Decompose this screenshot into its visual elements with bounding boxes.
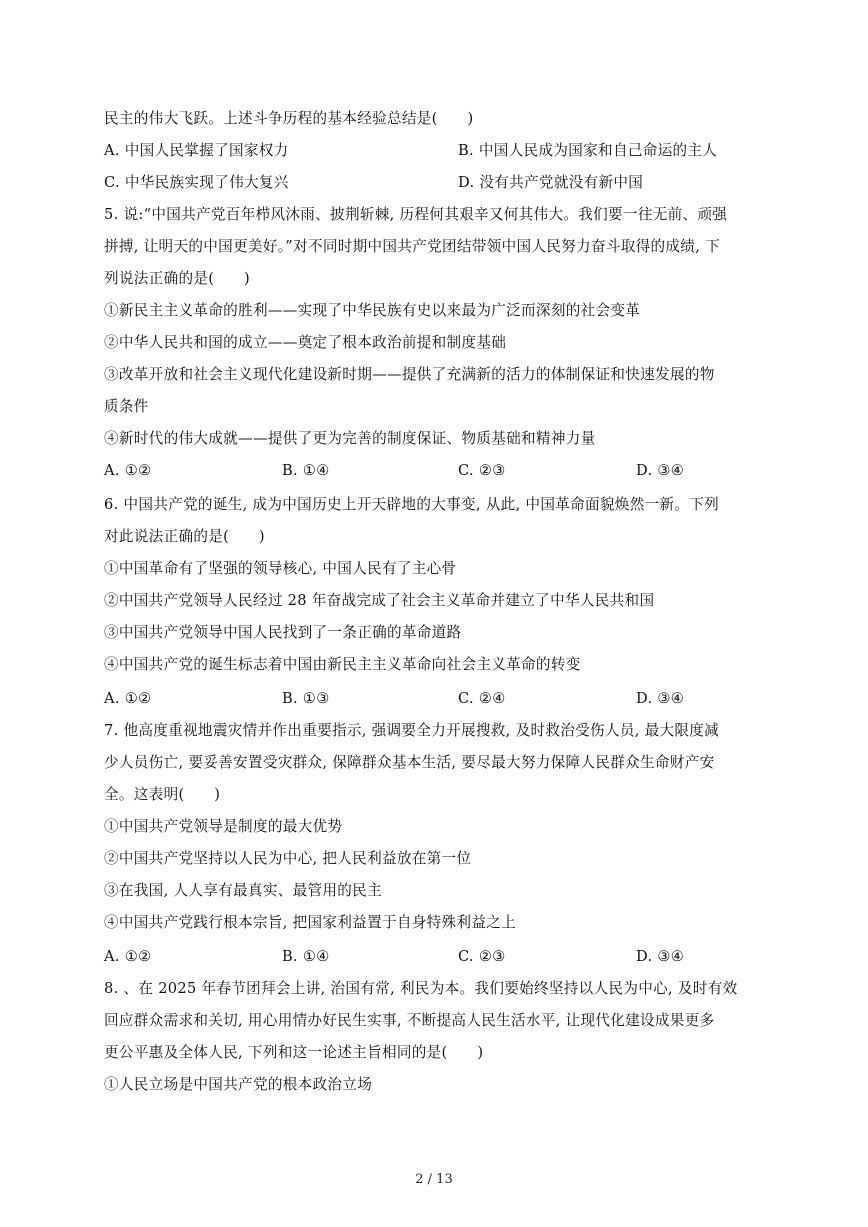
q5-option-a: A. ①② bbox=[104, 462, 152, 479]
q7-option-c: C. ②③ bbox=[458, 948, 506, 965]
q5-stem-line-3: 列说法正确的是( ) bbox=[104, 270, 251, 287]
q6-stem-line-2: 对此说法正确的是( ) bbox=[104, 528, 265, 545]
q7-option-a: A. ①② bbox=[104, 948, 152, 965]
q6-stem-line-1: 6. 中国共产党的诞生, 成为中国历史上开天辟地的大事变, 从此, 中国革命面貌焕然一新。下列 bbox=[104, 496, 720, 513]
q4-option-d: D. 没有共产党就没有新中国 bbox=[458, 174, 644, 191]
q5-statement-3: ③改革开放和社会主义现代化建设新时期——提供了充满新的活力的体制保证和快速发展的物 bbox=[104, 366, 715, 383]
q7-stem-line-3: 全。这表明( ) bbox=[104, 786, 221, 803]
q6-statement-2: ②中国共产党领导人民经过 28 年奋战完成了社会主义革命并建立了中华人民共和国 bbox=[104, 592, 655, 609]
q5-option-c: C. ②③ bbox=[458, 462, 506, 479]
q6-option-b: B. ①③ bbox=[282, 690, 330, 707]
q6-option-a: A. ①② bbox=[104, 690, 152, 707]
q5-statement-2: ②中华人民共和国的成立——奠定了根本政治前提和制度基础 bbox=[104, 334, 507, 351]
q4-stem-tail: 民主的伟大飞跃。上述斗争历程的基本经验总结是( ) bbox=[104, 110, 474, 127]
q7-statement-1: ①中国共产党领导是制度的最大优势 bbox=[104, 818, 343, 835]
q6-statement-4: ④中国共产党的诞生标志着中国由新民主主义革命向社会主义革命的转变 bbox=[104, 656, 581, 673]
q8-stem-line-1: 8. 、在 2025 年春节团拜会上讲, 治国有常, 利民为本。我们要始终坚持以人民为中心, 及时有效 bbox=[104, 980, 738, 997]
q6-statement-3: ③中国共产党领导中国人民找到了一条正确的革命道路 bbox=[104, 624, 462, 641]
q5-stem-line-1: 5. 说:“中国共产党百年栉风沐雨、披荆斩棘, 历程何其艰辛又何其伟大。我们要一往无前、顽强 bbox=[104, 206, 728, 223]
q5-stem-line-2: 拼搏, 让明天的中国更美好。”对不同时期中国共产党团结带领中国人民努力奋斗取得的成绩, 下 bbox=[104, 238, 720, 255]
q7-statement-4: ④中国共产党践行根本宗旨, 把国家利益置于自身特殊利益之上 bbox=[104, 914, 517, 931]
q6-option-c: C. ②④ bbox=[458, 690, 506, 707]
q7-stem-line-1: 7. 他高度重视地震灾情并作出重要指示, 强调要全力开展搜救, 及时救治受伤人员, 最大限度减 bbox=[104, 722, 720, 739]
q8-statement-1: ①人民立场是中国共产党的根本政治立场 bbox=[104, 1076, 373, 1093]
q5-statement-4: ④新时代的伟大成就——提供了更为完善的制度保证、物质基础和精神力量 bbox=[104, 430, 596, 447]
q5-statement-3-cont: 质条件 bbox=[104, 398, 149, 415]
q5-option-d: D. ③④ bbox=[636, 462, 685, 479]
q6-statement-1: ①中国革命有了坚强的领导核心, 中国人民有了主心骨 bbox=[104, 560, 457, 577]
q4-option-b: B. 中国人民成为国家和自己命运的主人 bbox=[458, 142, 718, 159]
page-number: 2 / 13 bbox=[415, 1172, 453, 1187]
q8-stem-line-3: 更公平惠及全体人民, 下列和这一论述主旨相同的是( ) bbox=[104, 1044, 484, 1061]
q6-option-d: D. ③④ bbox=[636, 690, 685, 707]
q7-statement-3: ③在我国, 人人享有最真实、最管用的民主 bbox=[104, 882, 382, 899]
q7-stem-line-2: 少人员伤亡, 要妥善安置受灾群众, 保障群众基本生活, 要尽最大努力保障人民群众生命财产安 bbox=[104, 754, 715, 771]
q5-option-b: B. ①④ bbox=[282, 462, 330, 479]
q7-option-d: D. ③④ bbox=[636, 948, 685, 965]
q4-option-a: A. 中国人民掌握了国家权力 bbox=[104, 142, 289, 159]
q4-option-c: C. 中华民族实现了伟大复兴 bbox=[104, 174, 289, 191]
q7-statement-2: ②中国共产党坚持以人民为中心, 把人民利益放在第一位 bbox=[104, 850, 472, 867]
q8-stem-line-2: 回应群众需求和关切, 用心用情办好民生实事, 不断提高人民生活水平, 让现代化建设成果更多 bbox=[104, 1012, 715, 1029]
q5-statement-1: ①新民主主义革命的胜利——实现了中华民族有史以来最为广泛而深刻的社会变革 bbox=[104, 302, 641, 319]
q7-option-b: B. ①④ bbox=[282, 948, 330, 965]
